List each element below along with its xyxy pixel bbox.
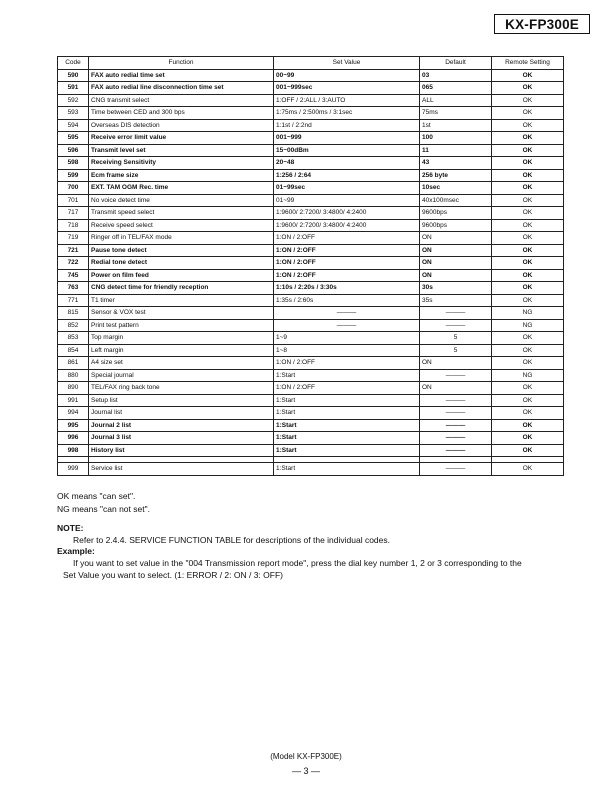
cell-code: 596 [58, 144, 89, 157]
cell-remote-setting: OK [492, 194, 564, 207]
example-text-line-1: If you want to set value in the "004 Transmission report mode", press the dial key number 1, 2 or 3 corresponding to the [73, 558, 522, 568]
cell-code: 594 [58, 119, 89, 132]
footer-model: (Model KX-FP300E) [270, 752, 342, 761]
cell-code: 701 [58, 194, 89, 207]
cell-default: ON [420, 257, 492, 270]
service-code-table [57, 56, 564, 476]
cell-set-value: 15~00dBm [274, 144, 420, 157]
cell-remote-setting: OK [492, 432, 564, 445]
table-header-row [58, 57, 564, 70]
cell-default: ——— [420, 444, 492, 457]
cell-code: 861 [58, 357, 89, 370]
cell-function: Transmit speed select [89, 207, 274, 220]
cell-set-value: 1:9600/ 2:7200/ 3:4800/ 4:2400 [274, 219, 420, 232]
cell-set-value: 20~48 [274, 157, 420, 170]
cell-remote-setting: OK [492, 257, 564, 270]
cell-remote-setting: OK [492, 219, 564, 232]
example-title: Example: [57, 546, 95, 556]
cell-remote-setting: OK [492, 232, 564, 245]
table-row [58, 82, 564, 95]
cell-set-value: 1~8 [274, 344, 420, 357]
cell-set-value: 1:Start [274, 463, 420, 476]
cell-remote-setting: OK [492, 119, 564, 132]
cell-set-value: 1:35s / 2:60s [274, 294, 420, 307]
cell-code: 854 [58, 344, 89, 357]
cell-set-value: 1:Start [274, 407, 420, 420]
cell-set-value: 1:Start [274, 419, 420, 432]
cell-set-value: 1:75ms / 2:500ms / 3:1sec [274, 107, 420, 120]
table-row [58, 344, 564, 357]
cell-remote-setting: OK [492, 207, 564, 220]
cell-code: 745 [58, 269, 89, 282]
cell-code: 852 [58, 319, 89, 332]
table-row [58, 319, 564, 332]
table-row [58, 157, 564, 170]
column-header-remote-setting: Remote Setting [492, 57, 564, 70]
cell-code: 590 [58, 69, 89, 82]
cell-code: 700 [58, 182, 89, 195]
cell-set-value: 00~99 [274, 69, 420, 82]
table-row [58, 194, 564, 207]
cell-set-value: 1:1st / 2:2nd [274, 119, 420, 132]
model-number: KX-FP300E [505, 17, 579, 32]
cell-default: 100 [420, 132, 492, 145]
cell-set-value: 1~9 [274, 332, 420, 345]
cell-function: TEL/FAX ring back tone [89, 382, 274, 395]
cell-code: 763 [58, 282, 89, 295]
cell-code: 995 [58, 419, 89, 432]
cell-set-value: 1:Start [274, 444, 420, 457]
cell-remote-setting: OK [492, 244, 564, 257]
cell-set-value: ——— [274, 307, 420, 320]
cell-code: 999 [58, 463, 89, 476]
note-title: NOTE: [57, 523, 84, 533]
cell-code: 994 [58, 407, 89, 420]
cell-function: Receive speed select [89, 219, 274, 232]
cell-default: 9600bps [420, 207, 492, 220]
cell-set-value: 1:ON / 2:OFF [274, 244, 420, 257]
cell-function: Left margin [89, 344, 274, 357]
cell-function: Power on film feed [89, 269, 274, 282]
cell-function: Sensor & VOX test [89, 307, 274, 320]
table-row [58, 269, 564, 282]
cell-function: Special journal [89, 369, 274, 382]
table-row [58, 282, 564, 295]
cell-function: CNG detect time for friendly reception [89, 282, 274, 295]
cell-code: 718 [58, 219, 89, 232]
cell-default: ——— [420, 419, 492, 432]
cell-default: ——— [420, 463, 492, 476]
cell-default: ——— [420, 307, 492, 320]
column-header-function: Function [89, 57, 274, 70]
cell-set-value: 1:10s / 2:20s / 3:30s [274, 282, 420, 295]
cell-code: 599 [58, 169, 89, 182]
cell-default: ON [420, 269, 492, 282]
cell-code: 722 [58, 257, 89, 270]
cell-code: 998 [58, 444, 89, 457]
cell-remote-setting: OK [492, 182, 564, 195]
table-row [58, 369, 564, 382]
cell-function: Journal list [89, 407, 274, 420]
cell-code: 815 [58, 307, 89, 320]
cell-default: ON [420, 232, 492, 245]
cell-code: 593 [58, 107, 89, 120]
cell-remote-setting: OK [492, 463, 564, 476]
table-row [58, 232, 564, 245]
example-text-line-2: Set Value you want to select. (1: ERROR / 2: ON / 3: OFF) [63, 570, 283, 580]
table-row [58, 419, 564, 432]
cell-remote-setting: OK [492, 332, 564, 345]
cell-function: Overseas DIS detection [89, 119, 274, 132]
column-header-code: Code [58, 57, 89, 70]
cell-remote-setting: NG [492, 307, 564, 320]
cell-code: 595 [58, 132, 89, 145]
cell-function: History list [89, 444, 274, 457]
cell-remote-setting: OK [492, 169, 564, 182]
cell-code: 853 [58, 332, 89, 345]
table-row [58, 219, 564, 232]
table-row [58, 357, 564, 370]
cell-function: EXT. TAM OGM Rec. time [89, 182, 274, 195]
cell-remote-setting: NG [492, 319, 564, 332]
cell-code: 717 [58, 207, 89, 220]
cell-remote-setting: OK [492, 107, 564, 120]
table-body [58, 69, 564, 475]
cell-function: Receive error limit value [89, 132, 274, 145]
table-row [58, 332, 564, 345]
cell-code: 880 [58, 369, 89, 382]
cell-remote-setting: OK [492, 94, 564, 107]
cell-default: 10sec [420, 182, 492, 195]
cell-function: Receiving Sensitivity [89, 157, 274, 170]
cell-remote-setting: OK [492, 357, 564, 370]
table-row [58, 444, 564, 457]
cell-function: Time between CED and 300 bps [89, 107, 274, 120]
cell-code: 991 [58, 394, 89, 407]
cell-default: 5 [420, 344, 492, 357]
table-row [58, 432, 564, 445]
cell-remote-setting: OK [492, 344, 564, 357]
cell-remote-setting: OK [492, 282, 564, 295]
cell-set-value: 1:ON / 2:OFF [274, 232, 420, 245]
cell-code: 890 [58, 382, 89, 395]
table-row [58, 294, 564, 307]
cell-set-value: 1:ON / 2:OFF [274, 269, 420, 282]
ng-legend: NG means "can not set". [57, 504, 150, 514]
cell-remote-setting: OK [492, 444, 564, 457]
cell-remote-setting: OK [492, 419, 564, 432]
cell-remote-setting: OK [492, 407, 564, 420]
cell-code: 996 [58, 432, 89, 445]
cell-set-value: 1:9600/ 2:7200/ 3:4800/ 4:2400 [274, 207, 420, 220]
cell-function: Top margin [89, 332, 274, 345]
table-row [58, 407, 564, 420]
cell-set-value: 1:Start [274, 369, 420, 382]
cell-remote-setting: OK [492, 82, 564, 95]
cell-set-value: 1:256 / 2:64 [274, 169, 420, 182]
cell-function: Service list [89, 463, 274, 476]
cell-function: Ecm frame size [89, 169, 274, 182]
table-row [58, 69, 564, 82]
cell-default: ——— [420, 369, 492, 382]
cell-default: ALL [420, 94, 492, 107]
cell-remote-setting: NG [492, 369, 564, 382]
cell-remote-setting: OK [492, 144, 564, 157]
cell-default: 75ms [420, 107, 492, 120]
model-number-box [494, 14, 590, 34]
cell-remote-setting: OK [492, 69, 564, 82]
cell-set-value: 01~99 [274, 194, 420, 207]
cell-function: Journal 3 list [89, 432, 274, 445]
cell-default: 5 [420, 332, 492, 345]
table-row [58, 119, 564, 132]
cell-function: FAX auto redial line disconnection time set [89, 82, 274, 95]
page-number: — 3 — [291, 766, 320, 776]
cell-default: 43 [420, 157, 492, 170]
cell-function: T1 timer [89, 294, 274, 307]
cell-default: 065 [420, 82, 492, 95]
cell-default: 9600bps [420, 219, 492, 232]
cell-set-value: 1:Start [274, 394, 420, 407]
cell-default: 03 [420, 69, 492, 82]
cell-default: ON [420, 382, 492, 395]
cell-set-value: 1:Start [274, 432, 420, 445]
cell-function: Redial tone detect [89, 257, 274, 270]
column-header-default: Default [420, 57, 492, 70]
cell-function: No voice detect time [89, 194, 274, 207]
table-row [58, 257, 564, 270]
cell-set-value: ——— [274, 319, 420, 332]
table-row [58, 307, 564, 320]
cell-function: Setup list [89, 394, 274, 407]
cell-function: A4 size set [89, 357, 274, 370]
cell-code: 592 [58, 94, 89, 107]
table-row [58, 463, 564, 476]
cell-code: 771 [58, 294, 89, 307]
note-text: Refer to 2.4.4. SERVICE FUNCTION TABLE for descriptions of the individual codes. [73, 535, 390, 545]
cell-function: Pause tone detect [89, 244, 274, 257]
cell-function: Print test pattern [89, 319, 274, 332]
cell-default: 1st [420, 119, 492, 132]
cell-default: ON [420, 244, 492, 257]
cell-remote-setting: OK [492, 394, 564, 407]
cell-set-value: 01~99sec [274, 182, 420, 195]
cell-function: CNG transmit select [89, 94, 274, 107]
table-row [58, 394, 564, 407]
cell-set-value: 1:ON / 2:OFF [274, 382, 420, 395]
cell-set-value: 1:OFF / 2:ALL / 3:AUTO [274, 94, 420, 107]
cell-remote-setting: OK [492, 269, 564, 282]
cell-remote-setting: OK [492, 157, 564, 170]
cell-function: Ringer off in TEL/FAX mode [89, 232, 274, 245]
cell-remote-setting: OK [492, 132, 564, 145]
cell-default: ——— [420, 394, 492, 407]
table-row [58, 182, 564, 195]
cell-set-value: 001~999 [274, 132, 420, 145]
cell-code: 591 [58, 82, 89, 95]
table-row [58, 244, 564, 257]
table-row [58, 382, 564, 395]
cell-function: Journal 2 list [89, 419, 274, 432]
cell-code: 719 [58, 232, 89, 245]
cell-function: FAX auto redial time set [89, 69, 274, 82]
table-row [58, 94, 564, 107]
cell-set-value: 1:ON / 2:OFF [274, 357, 420, 370]
cell-default: ——— [420, 407, 492, 420]
column-header-set-value: Set Value [274, 57, 420, 70]
cell-function: Transmit level set [89, 144, 274, 157]
cell-default: 40x100msec [420, 194, 492, 207]
cell-default: 30s [420, 282, 492, 295]
cell-default: 256 byte [420, 169, 492, 182]
ok-legend: OK means "can set". [57, 491, 136, 501]
cell-remote-setting: OK [492, 294, 564, 307]
table-row [58, 207, 564, 220]
cell-default: 11 [420, 144, 492, 157]
table-row [58, 107, 564, 120]
cell-set-value: 1:ON / 2:OFF [274, 257, 420, 270]
cell-default: 35s [420, 294, 492, 307]
cell-default: ——— [420, 319, 492, 332]
cell-set-value: 001~999sec [274, 82, 420, 95]
cell-code: 598 [58, 157, 89, 170]
cell-default: ON [420, 357, 492, 370]
cell-code: 721 [58, 244, 89, 257]
table-row [58, 132, 564, 145]
table-row [58, 169, 564, 182]
table-row [58, 144, 564, 157]
cell-remote-setting: OK [492, 382, 564, 395]
cell-default: ——— [420, 432, 492, 445]
